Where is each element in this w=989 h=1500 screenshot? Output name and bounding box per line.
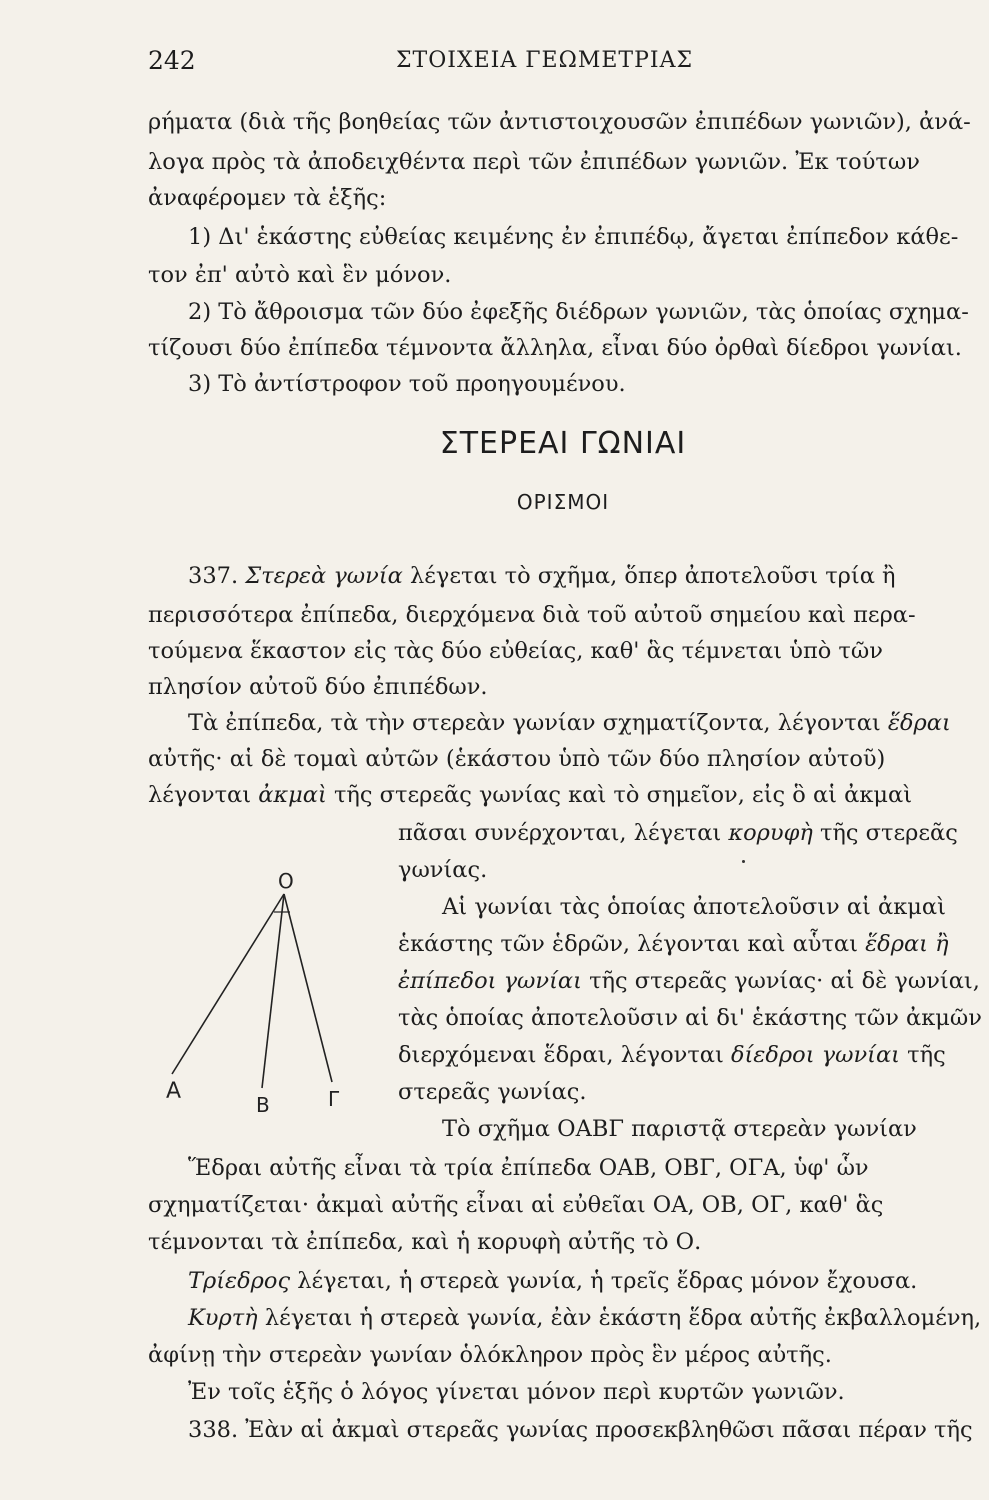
p337-line-12 [398,963,978,999]
label-B: Β [256,1093,270,1117]
p337-line-5-text: Τὰ ἐπίπεδα, τὰ τὴν στερεὰν γωνίαν σχηματίζοντα, λέγονται [188,710,881,736]
p337-line-22: ἀφίνῃ τὴν στερεὰν γωνίαν ὁλόκληρον πρὸς ἓν μέρος αὐτῆς. [148,1342,832,1368]
intro-line-3: ἀναφέρομεν τὰ ἑξῆς: [148,185,387,211]
label-O: Ο [278,869,294,893]
p337-line-8-text-b: τῆς στερεᾶς [819,820,958,846]
label-A: Α [166,1079,182,1104]
p337-line-21-text: λέγεται ἡ στερεὰ γωνία, ἐὰν ἑκάστη ἕδρα αὐτῆς ἐκβαλλομένη, [264,1305,982,1331]
p337-line-9: γωνίας. [398,857,488,883]
p337-line-1-text: λέγεται τὸ σχῆμα, ὅπερ ἀποτελοῦσι τρία ἢ [410,563,896,589]
p337-line-11 [398,926,978,962]
edge-OG [284,894,332,1082]
item-1-line-2: τον ἐπ' αὐτὸ καὶ ἓν μόνον. [148,262,452,288]
item-1-line-1: 1) Δι' ἑκάστης εὐθείας κειμένης ἐν ἐπιπέδῳ, ἄγεται ἐπίπεδον κάθε- [188,224,959,250]
intro-line-2: λογα πρὸς τὰ ἀποδειχθέντα περὶ τῶν ἐπιπέδων γωνιῶν. Ἐκ τούτων [148,149,920,175]
item-2-line-1: 2) Τὸ ἄθροισμα τῶν δύο ἐφεξῆς διέδρων γωνιῶν, τὰς ὁποίας σχημα- [188,299,969,325]
p337-line-20 [148,1263,989,1299]
p337-line-10: Αἱ γωνίαι τὰς ὁποίας ἀποτελοῦσιν αἱ ἀκμαὶ [442,894,946,920]
p337-line-14 [398,1037,978,1073]
p337-line-14-text-a: διερχόμεναι ἕδραι, λέγονται [398,1042,724,1068]
running-title: ΣΤΟΙΧΕΙΑ ΓΕΩΜΕΤΡΙΑΣ [396,48,694,73]
p337-line-5 [148,705,989,741]
p338-line-1: 338. Ἐὰν αἱ ἀκμαὶ στερεᾶς γωνίας προσεκβληθῶσι πᾶσαι πέραν τῆς [188,1417,973,1443]
p337-line-23: Ἐν τοῖς ἑξῆς ὁ λόγος γίνεται μόνον περὶ κυρτῶν γωνιῶν. [188,1379,845,1405]
term-faces: ἕδραι [887,710,951,736]
section-title: ΣΤΕΡΕΑΙ ΓΩΝΙΑΙ [439,426,687,461]
section-subtitle: ΟΡΙΣΜΟΙ [516,490,610,514]
p337-line-2: περισσότερα ἐπίπεδα, διερχόμενα διὰ τοῦ αὐτοῦ σημείου καὶ περα- [148,602,916,628]
p337-line-14-text-b: τῆς [907,1042,946,1068]
p337-line-1 [148,558,989,594]
term-trihedral: Τρίεδρος [188,1268,291,1294]
p337-line-7-text-b: τῆς στερεᾶς γωνίας καὶ τὸ σημεῖον, εἰς ὃ αἱ ἀκμαὶ [333,782,913,808]
p337-line-6: αὐτῆς· αἱ δὲ τομαὶ αὐτῶν (ἑκάστου ὑπὸ τῶν δύο πλησίον αὐτοῦ) [148,746,886,772]
term-plane-angles: ἐπίπεδοι γωνίαι [398,968,582,994]
p337-line-3: τούμενα ἕκαστον εἰς τὰς δύο εὐθείας, καθ' ἃς τέμνεται ὑπὸ τῶν [148,638,883,664]
term-edges: ἀκμαὶ [258,782,327,808]
p337-line-20-text: λέγεται, ἡ στερεὰ γωνία, ἡ τρεῖς ἕδρας μόνον ἔχουσα. [297,1268,918,1294]
term-dihedral-angles: δίεδροι γωνίαι [730,1042,900,1068]
term-vertex: κορυφὴ [728,820,813,846]
p337-line-4: πλησίον αὐτοῦ δύο ἐπιπέδων. [148,674,488,700]
paragraph-number: 337. [188,563,239,589]
term-faces-2: ἕδραι ἢ [865,931,949,957]
item-2-line-2: τίζουσι δύο ἐπίπεδα τέμνοντα ἄλληλα, εἶναι δύο ὀρθαὶ δίεδροι γωνίαι. [148,335,962,361]
p337-line-11-text: ἑκάστης τῶν ἑδρῶν, λέγονται καὶ αὗται [398,931,858,957]
p337-line-8-text-a: πᾶσαι συνέρχονται, λέγεται [398,820,722,846]
term-convex: Κυρτὴ [188,1305,258,1331]
page-header [148,46,978,86]
p337-line-13: τὰς ὁποίας ἀποτελοῦσιν αἱ δι' ἑκάστης τῶν ἀκμῶν [398,1005,982,1031]
p337-line-8 [398,815,978,851]
print-dot [742,860,745,863]
p337-line-17: Ἕδραι αὐτῆς εἶναι τὰ τρία ἐπίπεδα ΟΑΒ, ΟΒΓ, ΟΓΑ, ὑφ' ὧν [188,1155,869,1181]
p337-line-7 [148,777,978,813]
item-3: 3) Τὸ ἀντίστροφον τοῦ προηγουμένου. [188,371,626,397]
p337-line-16: Τὸ σχῆμα ΟΑΒΓ παριστᾷ στερεὰν γωνίαν [442,1116,917,1142]
p337-line-21 [148,1300,989,1336]
page-number: 242 [148,46,196,75]
p337-line-15: στερεᾶς γωνίας. [398,1079,587,1105]
label-G: Γ [328,1087,340,1111]
term-solid-angle: Στερεὰ γωνία [245,563,403,589]
p337-line-12-text: τῆς στερεᾶς γωνίας· αἱ δὲ γωνίαι, [589,968,980,994]
p337-line-7-text-a: λέγονται [148,782,252,808]
intro-line-1: ρήματα (διὰ τῆς βοηθείας τῶν ἀντιστοιχουσῶν ἐπιπέδων γωνιῶν), ἀνά- [148,109,971,135]
p337-line-18: σχηματίζεται· ἀκμαὶ αὐτῆς εἶναι αἱ εὐθεῖαι ΟΑ, ΟΒ, ΟΓ, καθ' ἃς [148,1192,884,1218]
p337-line-19: τέμνονται τὰ ἐπίπεδα, καὶ ἡ κορυφὴ αὐτῆς τὸ Ο. [148,1229,702,1255]
solid-angle-figure [150,860,390,1140]
